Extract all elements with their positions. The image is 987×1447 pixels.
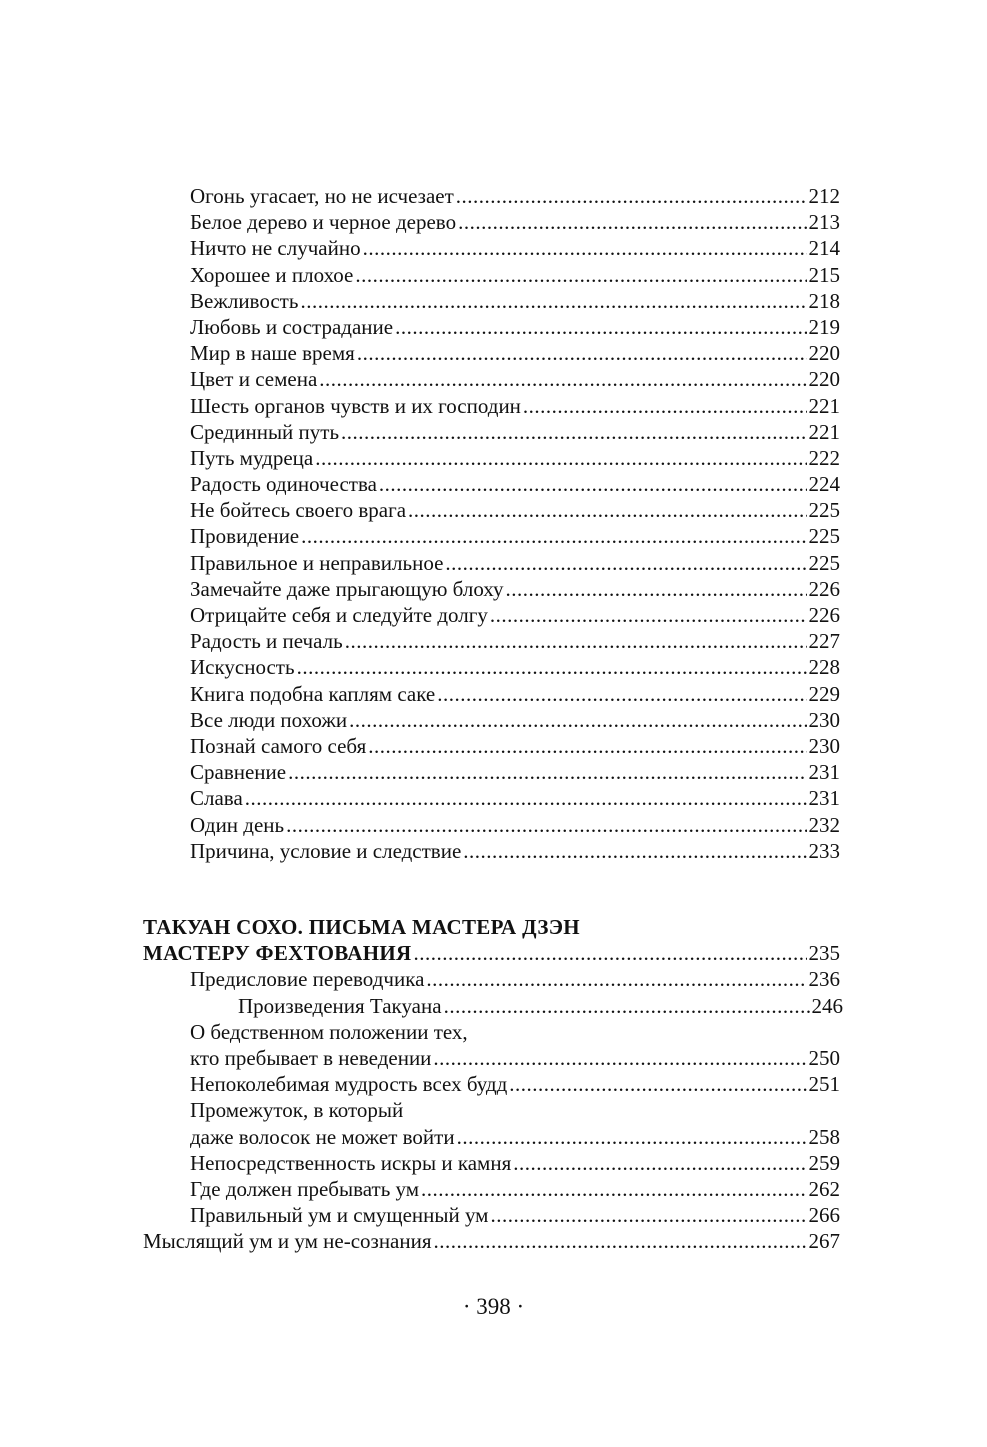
page-ref: 266 [808, 1203, 840, 1228]
entry-title: Правильный ум и смущенный ум [190, 1203, 489, 1228]
dot-leader [433, 1045, 806, 1071]
toc-entry [143, 419, 843, 445]
toc-entry [143, 1176, 843, 1202]
entry-title: Ничто не случайно [190, 236, 361, 261]
page-ref: 229 [808, 681, 840, 706]
toc-entry [143, 1202, 843, 1228]
dot-leader [444, 993, 810, 1019]
entry-title-line2: кто пребывает в неведении [190, 1045, 432, 1070]
entry-title: Предисловие переводчика [190, 967, 425, 992]
section-heading-line2: МАСТЕРУ ФЕХТОВАНИЯ [143, 941, 412, 966]
entry-title: Познай самого себя [190, 733, 367, 758]
dot-leader [509, 1071, 806, 1097]
entry-title-line1: Промежуток, в который [190, 1098, 404, 1123]
entry-title: Мир в наше время [190, 341, 355, 366]
page-ref: 221 [808, 393, 840, 418]
entry-title: Шесть органов чувств и их господин [190, 393, 521, 418]
dot-leader [463, 838, 806, 864]
page-ref: 225 [808, 550, 840, 575]
page-ref: 220 [808, 341, 840, 366]
dot-leader [345, 628, 807, 654]
section-heading-entry [143, 940, 843, 966]
toc-entry [143, 654, 843, 680]
entry-title: Искусность [190, 655, 295, 680]
page-ref: 228 [808, 655, 840, 680]
toc-entry [143, 1071, 843, 1097]
entry-title: Не бойтесь своего врага [190, 498, 407, 523]
entry-title: Один день [190, 812, 285, 837]
dot-leader [490, 602, 807, 628]
toc-entry [143, 314, 843, 340]
dot-leader [245, 785, 807, 811]
entry-title: Слава [190, 786, 243, 811]
page-ref: 246 [811, 993, 843, 1018]
page-ref: 222 [808, 445, 840, 470]
entry-title: Замечайте даже прыгающую блоху [190, 576, 504, 601]
toc-entry [143, 785, 843, 811]
dot-leader [395, 314, 806, 340]
page-ref: 230 [808, 733, 840, 758]
page-ref: 233 [808, 838, 840, 863]
entry-title-line2: даже волосок не может войти [190, 1124, 455, 1149]
dot-leader [300, 288, 806, 314]
page-ref: 235 [808, 941, 840, 966]
page-ref: 251 [808, 1072, 840, 1097]
page-ref: 224 [808, 472, 840, 497]
page-ref: 220 [808, 367, 840, 392]
toc-entry [143, 1150, 843, 1176]
toc-entry [143, 550, 843, 576]
toc-entry [143, 681, 843, 707]
page-ref: 236 [808, 967, 840, 992]
toc-entry [143, 523, 843, 549]
entry-title: Отрицайте себя и следуйте долгу [190, 603, 488, 627]
dot-leader [506, 576, 807, 602]
toc-entry [143, 393, 843, 419]
page-ref: 232 [808, 812, 840, 837]
page-ref: 225 [808, 498, 840, 523]
toc-list-top [143, 183, 843, 864]
page-ref: 231 [808, 760, 840, 785]
toc-entry [143, 993, 843, 1019]
toc-entry [143, 1124, 843, 1150]
dot-leader [457, 1124, 807, 1150]
entry-title: Непосредственность искры и камня [190, 1150, 512, 1175]
section-heading-line1: ТАКУАН СОХО. ПИСЬМА МАСТЕРА ДЗЭН [143, 915, 580, 939]
dot-leader [301, 523, 806, 549]
dot-leader [319, 366, 806, 392]
entry-title: Сравнение [190, 760, 287, 785]
page-ref: 219 [808, 314, 840, 339]
page-ref: 250 [808, 1045, 840, 1070]
page-ref: 226 [808, 603, 840, 627]
entry-title: Причина, условие и следствие [190, 838, 462, 863]
entry-title: Хорошее и плохое [190, 262, 354, 287]
dot-leader [297, 654, 807, 680]
toc-entry [143, 209, 843, 235]
dot-leader [357, 340, 807, 366]
dot-leader [315, 445, 806, 471]
entry-title: Белое дерево и черное дерево [190, 210, 457, 235]
dot-leader [413, 940, 806, 966]
dot-leader [288, 759, 806, 785]
page-ref: 218 [808, 288, 840, 313]
entry-title: Правильное и неправильное [190, 550, 444, 575]
toc-entry [143, 812, 843, 838]
dot-leader [434, 1228, 807, 1254]
dot-leader [513, 1150, 806, 1176]
toc-entry [143, 366, 843, 392]
toc-entry [143, 471, 843, 497]
entry-title: Непоколебимая мудрость всех будд [190, 1072, 508, 1097]
toc-entry [143, 262, 843, 288]
page-ref: 262 [808, 1176, 840, 1201]
toc-entry [143, 1228, 843, 1254]
page-ref: 221 [808, 419, 840, 444]
entry-title: Огонь угасает, но не исчезает [190, 184, 454, 208]
page-ref: 231 [808, 786, 840, 811]
entry-title: Все люди похожи [190, 707, 348, 732]
dot-leader [363, 235, 807, 261]
toc-entry [143, 838, 843, 864]
toc-entry [143, 445, 843, 471]
entry-title: Вежливость [190, 288, 299, 313]
toc-entry [143, 602, 843, 628]
entry-title: Провидение [190, 524, 300, 549]
page-ref: 259 [808, 1150, 840, 1175]
page-ref: 226 [808, 576, 840, 601]
dot-leader [286, 812, 806, 838]
toc-entry [143, 288, 843, 314]
toc-entry [143, 707, 843, 733]
toc-entry [143, 340, 843, 366]
toc-entry [143, 576, 843, 602]
page-ref: 225 [808, 524, 840, 549]
dot-leader [426, 966, 806, 992]
page-ref: 230 [808, 707, 840, 732]
toc-entry [143, 1045, 843, 1071]
dot-leader [456, 183, 807, 209]
dot-leader [368, 733, 806, 759]
dot-leader [445, 550, 806, 576]
entry-title: Книга подобна каплям саке [190, 681, 436, 706]
dot-leader [349, 707, 806, 733]
page-ref: 227 [808, 629, 840, 654]
dot-leader [355, 262, 806, 288]
toc-entry [143, 628, 843, 654]
toc-entry [143, 235, 843, 261]
toc-entry [143, 183, 843, 209]
page-ref: 258 [808, 1124, 840, 1149]
page-ref: 213 [808, 210, 840, 235]
page-ref: 212 [808, 184, 840, 208]
toc-entry [143, 759, 843, 785]
toc-entry [143, 497, 843, 523]
dot-leader [437, 681, 806, 707]
dot-leader [458, 209, 806, 235]
toc-entry [143, 966, 843, 992]
entry-title: Где должен пребывать ум [190, 1176, 420, 1201]
toc-entry [143, 733, 843, 759]
entry-title-line1: О бедственном положении тех, [190, 1019, 468, 1044]
page-number: · 398 · [462, 1294, 525, 1319]
page-ref: 214 [808, 236, 840, 261]
entry-title: Радость и печаль [190, 629, 343, 654]
entry-title: Мыслящий ум и ум не-сознания [143, 1229, 432, 1254]
entry-title: Цвет и семена [190, 367, 318, 392]
dot-leader [421, 1176, 806, 1202]
page-ref: 215 [808, 262, 840, 287]
toc-section-takuan [143, 914, 843, 1254]
dot-leader [379, 471, 807, 497]
entry-title: Путь мудреца [190, 445, 314, 470]
entry-title: Срединный путь [190, 419, 340, 444]
entry-title: Произведения Такуана [238, 993, 442, 1018]
entry-title: Радость одиночества [190, 472, 377, 497]
page-ref: 267 [808, 1229, 840, 1254]
entry-title: Любовь и сострадание [190, 314, 394, 339]
dot-leader [408, 497, 806, 523]
dot-leader [490, 1202, 806, 1228]
dot-leader [523, 393, 807, 419]
dot-leader [341, 419, 806, 445]
